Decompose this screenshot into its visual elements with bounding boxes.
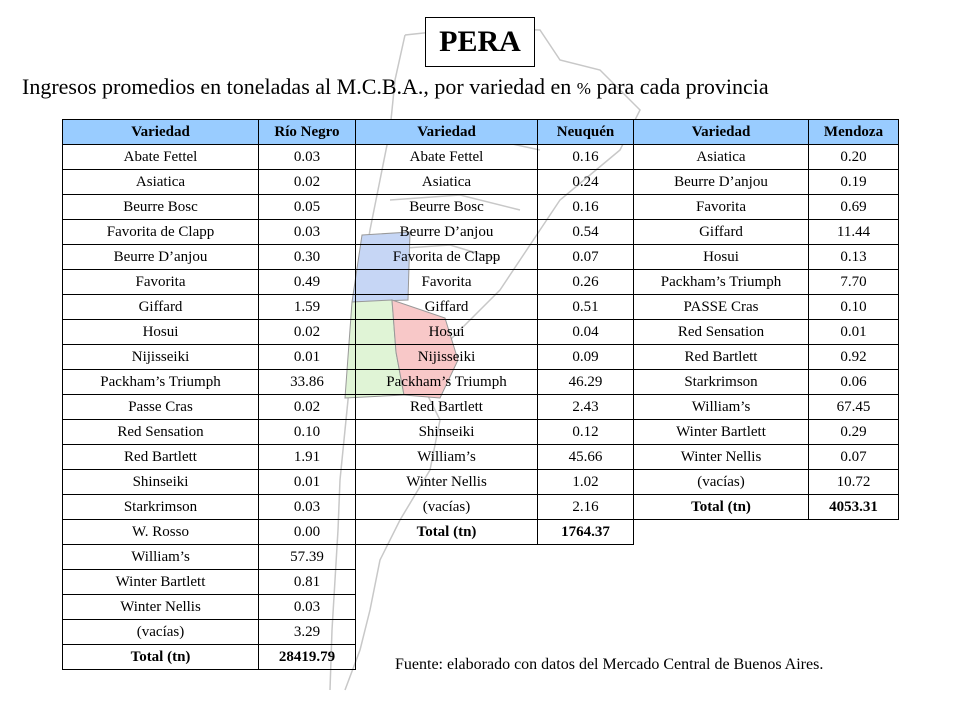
header-variedad: Variedad <box>63 120 259 145</box>
table-row <box>356 445 634 470</box>
source-note: Fuente: elaborado con datos del Mercado Central de Buenos Aires. <box>395 656 824 673</box>
value-cell: 0.04 <box>538 320 634 345</box>
variety-cell: PASSE Cras <box>634 295 809 320</box>
table-row <box>356 395 634 420</box>
table-row <box>356 245 634 270</box>
table-row <box>63 270 356 295</box>
variety-cell: William’s <box>356 445 538 470</box>
variety-cell: Abate Fettel <box>63 145 259 170</box>
variety-cell: Red Bartlett <box>63 445 259 470</box>
value-cell: 0.03 <box>259 220 356 245</box>
value-cell: 0.00 <box>259 520 356 545</box>
value-cell: 0.16 <box>538 195 634 220</box>
value-cell: 0.01 <box>259 345 356 370</box>
table-row <box>63 320 356 345</box>
table-row <box>634 445 899 470</box>
total-value-cell: 4053.31 <box>809 495 899 520</box>
variety-cell: Winter Bartlett <box>634 420 809 445</box>
table-row <box>63 245 356 270</box>
variety-cell: Abate Fettel <box>356 145 538 170</box>
value-cell: 0.03 <box>259 145 356 170</box>
table-row <box>63 520 356 545</box>
table-row <box>63 295 356 320</box>
variety-cell: Favorita <box>356 270 538 295</box>
variety-cell: Winter Nellis <box>63 595 259 620</box>
variety-cell: Packham’s Triumph <box>634 270 809 295</box>
variety-cell: (vacías) <box>63 620 259 645</box>
table-row <box>63 570 356 595</box>
value-cell: 0.12 <box>538 420 634 445</box>
table-row <box>356 170 634 195</box>
variety-cell: Giffard <box>63 295 259 320</box>
table-row <box>634 345 899 370</box>
table-row <box>63 170 356 195</box>
value-cell: 0.03 <box>259 495 356 520</box>
value-cell: 33.86 <box>259 370 356 395</box>
value-cell: 0.02 <box>259 320 356 345</box>
variety-cell: Winter Nellis <box>634 445 809 470</box>
value-cell: 0.54 <box>538 220 634 245</box>
value-cell: 0.06 <box>809 370 899 395</box>
variety-cell: Red Bartlett <box>356 395 538 420</box>
header-province: Mendoza <box>809 120 899 145</box>
table-total-row <box>634 495 899 520</box>
variety-cell: (vacías) <box>634 470 809 495</box>
table-row <box>356 145 634 170</box>
table-row <box>63 495 356 520</box>
value-cell: 0.51 <box>538 295 634 320</box>
value-cell: 0.03 <box>259 595 356 620</box>
variety-cell: William’s <box>63 545 259 570</box>
table-row <box>634 270 899 295</box>
variety-cell: Beurre Bosc <box>63 195 259 220</box>
variety-cell: Hosui <box>634 245 809 270</box>
variety-cell: Shinseiki <box>356 420 538 445</box>
variety-cell: Giffard <box>356 295 538 320</box>
value-cell: 0.05 <box>259 195 356 220</box>
value-cell: 67.45 <box>809 395 899 420</box>
table-row <box>634 470 899 495</box>
table-row <box>63 620 356 645</box>
table-row <box>634 195 899 220</box>
variety-cell: Beurre D’anjou <box>63 245 259 270</box>
value-cell: 0.30 <box>259 245 356 270</box>
table-mendoza <box>633 119 899 520</box>
variety-cell: (vacías) <box>356 495 538 520</box>
table-row <box>634 295 899 320</box>
value-cell: 0.02 <box>259 170 356 195</box>
header-province: Río Negro <box>259 120 356 145</box>
total-value-cell: 1764.37 <box>538 520 634 545</box>
value-cell: 10.72 <box>809 470 899 495</box>
value-cell: 0.24 <box>538 170 634 195</box>
variety-cell: Favorita de Clapp <box>356 245 538 270</box>
variety-cell: Hosui <box>63 320 259 345</box>
subtitle-main: Ingresos promedios en toneladas al M.C.B.A., por variedad en <box>22 74 577 99</box>
subtitle-end: para cada provincia <box>590 74 769 99</box>
value-cell: 45.66 <box>538 445 634 470</box>
value-cell: 1.91 <box>259 445 356 470</box>
variety-cell: Asiatica <box>356 170 538 195</box>
table-header-row <box>63 120 356 145</box>
value-cell: 1.02 <box>538 470 634 495</box>
table-row <box>634 420 899 445</box>
value-cell: 0.69 <box>809 195 899 220</box>
value-cell: 3.29 <box>259 620 356 645</box>
value-cell: 0.10 <box>809 295 899 320</box>
total-label-cell: Total (tn) <box>63 645 259 670</box>
variety-cell: Packham’s Triumph <box>356 370 538 395</box>
slide-title: PERA <box>425 17 535 67</box>
variety-cell: Packham’s Triumph <box>63 370 259 395</box>
table-row <box>63 395 356 420</box>
value-cell: 7.70 <box>809 270 899 295</box>
variety-cell: Winter Nellis <box>356 470 538 495</box>
header-variedad: Variedad <box>356 120 538 145</box>
variety-cell: Nijisseiki <box>63 345 259 370</box>
value-cell: 0.19 <box>809 170 899 195</box>
table-row <box>63 345 356 370</box>
value-cell: 0.81 <box>259 570 356 595</box>
variety-cell: Beurre D’anjou <box>634 170 809 195</box>
variety-cell: Beurre D’anjou <box>356 220 538 245</box>
variety-cell: Starkrimson <box>63 495 259 520</box>
value-cell: 57.39 <box>259 545 356 570</box>
value-cell: 0.02 <box>259 395 356 420</box>
value-cell: 2.16 <box>538 495 634 520</box>
table-row <box>63 470 356 495</box>
value-cell: 1.59 <box>259 295 356 320</box>
table-row <box>63 545 356 570</box>
table-row <box>63 595 356 620</box>
table-row <box>63 220 356 245</box>
value-cell: 0.07 <box>809 445 899 470</box>
variety-cell: Winter Bartlett <box>63 570 259 595</box>
variety-cell: Red Sensation <box>634 320 809 345</box>
value-cell: 0.26 <box>538 270 634 295</box>
variety-cell: Favorita de Clapp <box>63 220 259 245</box>
variety-cell: Beurre Bosc <box>356 195 538 220</box>
variety-cell: Asiatica <box>63 170 259 195</box>
table-row <box>63 370 356 395</box>
variety-cell: Giffard <box>634 220 809 245</box>
value-cell: 11.44 <box>809 220 899 245</box>
table-row <box>356 295 634 320</box>
value-cell: 0.49 <box>259 270 356 295</box>
table-total-row <box>356 520 634 545</box>
value-cell: 0.16 <box>538 145 634 170</box>
table-row <box>356 195 634 220</box>
slide-subtitle <box>22 74 952 100</box>
value-cell: 0.09 <box>538 345 634 370</box>
variety-cell: Red Bartlett <box>634 345 809 370</box>
variety-cell: Asiatica <box>634 145 809 170</box>
table-row <box>63 420 356 445</box>
value-cell: 0.20 <box>809 145 899 170</box>
total-label-cell: Total (tn) <box>356 520 538 545</box>
value-cell: 0.01 <box>809 320 899 345</box>
variety-cell: Hosui <box>356 320 538 345</box>
table-neuquen <box>355 119 634 545</box>
table-row <box>634 395 899 420</box>
value-cell: 0.07 <box>538 245 634 270</box>
header-province: Neuquén <box>538 120 634 145</box>
table-row <box>356 320 634 345</box>
table-row <box>356 495 634 520</box>
subtitle-percent-sign: % <box>576 79 591 98</box>
table-row <box>63 145 356 170</box>
total-label-cell: Total (tn) <box>634 495 809 520</box>
table-row <box>634 370 899 395</box>
variety-cell: Red Sensation <box>63 420 259 445</box>
total-value-cell: 28419.79 <box>259 645 356 670</box>
table-header-row <box>356 120 634 145</box>
table-row <box>63 445 356 470</box>
table-row <box>634 145 899 170</box>
table-row <box>634 220 899 245</box>
variety-cell: Favorita <box>634 195 809 220</box>
table-row <box>356 270 634 295</box>
variety-cell: Nijisseiki <box>356 345 538 370</box>
table-rio-negro <box>62 119 356 670</box>
variety-cell: William’s <box>634 395 809 420</box>
value-cell: 0.29 <box>809 420 899 445</box>
value-cell: 46.29 <box>538 370 634 395</box>
table-row <box>356 220 634 245</box>
variety-cell: Shinseiki <box>63 470 259 495</box>
variety-cell: Passe Cras <box>63 395 259 420</box>
table-row <box>634 320 899 345</box>
value-cell: 0.01 <box>259 470 356 495</box>
table-header-row <box>634 120 899 145</box>
value-cell: 0.92 <box>809 345 899 370</box>
table-row <box>356 370 634 395</box>
value-cell: 0.13 <box>809 245 899 270</box>
table-row <box>356 470 634 495</box>
value-cell: 0.10 <box>259 420 356 445</box>
header-variedad: Variedad <box>634 120 809 145</box>
variety-cell: W. Rosso <box>63 520 259 545</box>
table-total-row <box>63 645 356 670</box>
table-row <box>356 420 634 445</box>
table-row <box>634 170 899 195</box>
table-row <box>356 345 634 370</box>
table-row <box>634 245 899 270</box>
variety-cell: Starkrimson <box>634 370 809 395</box>
variety-cell: Favorita <box>63 270 259 295</box>
value-cell: 2.43 <box>538 395 634 420</box>
table-row <box>63 195 356 220</box>
